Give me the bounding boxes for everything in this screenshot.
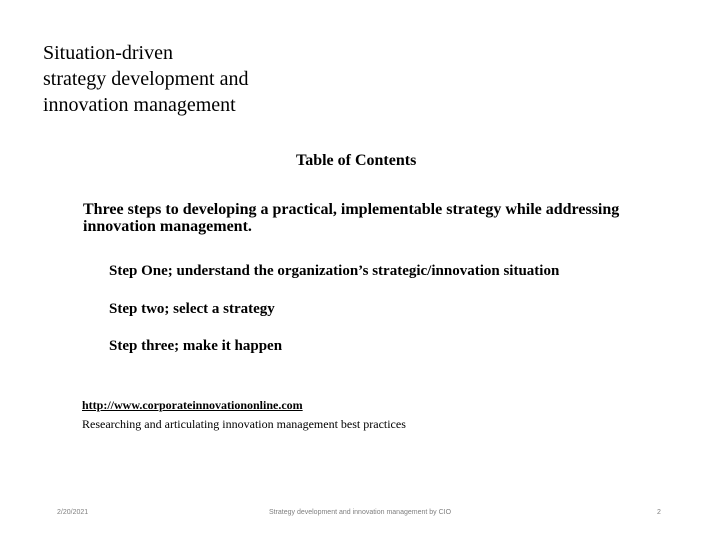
footer-title: Strategy development and innovation management by CIO (268, 509, 452, 516)
page-number: 2 (657, 509, 661, 516)
link-caption: Researching and articulating innovation management best practices (82, 417, 406, 431)
title-line-2: strategy development and (43, 68, 249, 90)
step-two: Step two; select a strategy (109, 301, 275, 317)
intro-text: Three steps to developing a practical, implementable strategy while addressing innovation management. (83, 201, 620, 235)
title-line-3: innovation management (43, 94, 236, 116)
website-link[interactable]: http://www.corporateinnovationonline.com (82, 398, 303, 412)
toc-heading: Table of Contents (296, 152, 417, 169)
footer-date: 2/20/2021 (57, 509, 89, 516)
title-line-1: Situation-driven (43, 42, 173, 64)
step-three: Step three; make it happen (109, 338, 283, 354)
step-one: Step One; understand the organization’s strategic/innovation situation (109, 263, 560, 279)
slide-title (43, 40, 343, 118)
